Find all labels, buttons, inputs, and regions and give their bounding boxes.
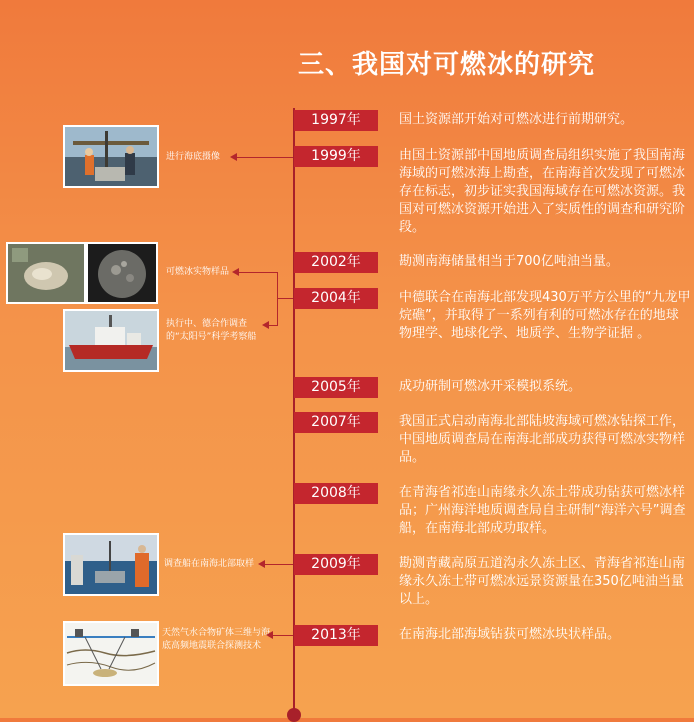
event-text-1999: 由国土资源部中国地质调查局组织实施了我国南海海域的可燃冰海上勘查，在南海首次发现了可燃冰存在标志，初步证实我国海域存在可燃冰资源。我国对可燃冰资源开始进入了实质性的调查和研究阶段。: [399, 148, 686, 235]
event-text-2009: 勘测青藏高原五道沟永久冻土区、青海省祁连山南缘永久冻土带可燃冰远景资源量在350亿吨油当量以上。: [399, 556, 686, 607]
year-badge-2013: 2013年: [294, 625, 378, 646]
caption-seabed-camera: 进行海底摄像: [166, 152, 221, 162]
event-text-2004: 中德联合在南海北部发现430万平方公里的“九龙甲烷礁”，并取得了一系列有利的可燃冰存在的地球物理学、地球化学、地质学、生物学证据 。: [399, 290, 691, 341]
sample-photo-1: [6, 242, 86, 304]
year-badge-2005: 2005年: [294, 377, 378, 398]
caption-sampling: 调查船在南海北部取样: [164, 559, 255, 569]
timeline-end-dot: [287, 708, 301, 722]
connector-bracket-2004: [277, 272, 278, 326]
caption-samples: 可燃冰实物样品: [166, 267, 230, 277]
caption-seismic: 天然气水合物矿体三维与海底高频地震联合探测技术: [162, 628, 271, 651]
event-text-1997: 国土资源部开始对可燃冰进行前期研究。: [399, 112, 634, 127]
year-badge-2004: 2004年: [294, 288, 378, 309]
connector-arrow-2013: [272, 635, 293, 636]
connector-arrow-2004-ship: [268, 325, 277, 326]
connector-arrow-2004-samples: [238, 272, 277, 273]
event-text-2002: 勘测南海储量相当于700亿吨油当量。: [399, 254, 619, 269]
year-badge-2002: 2002年: [294, 252, 378, 273]
event-text-2007: 我国正式启动南海北部陆坡海域可燃冰钻探工作，中国地质调查局在南海北部成功获得可燃冰实物样品。: [399, 414, 686, 465]
connector-arrow-2009: [264, 564, 293, 565]
event-text-2013: 在南海北部海域钻获可燃冰块状样品。: [399, 627, 621, 642]
year-badge-1997: 1997年: [294, 110, 378, 131]
year-badge-2007: 2007年: [294, 412, 378, 433]
sample-photo-2: [86, 242, 158, 304]
year-badge-2009: 2009年: [294, 554, 378, 575]
page-title: 三、我国对可燃冰的研究: [298, 50, 596, 80]
seabed-camera-photo: [63, 125, 159, 188]
seismic-diagram: [63, 621, 159, 686]
event-text-2005: 成功研制可燃冰开采模拟系统。: [399, 379, 582, 394]
event-text-2008: 在青海省祁连山南缘永久冻土带成功钻获可燃冰样品；广州海洋地质调查局自主研制“海洋六号”调查船，在南海北部成功取样。: [399, 485, 686, 536]
ship-photo: [63, 309, 159, 372]
year-badge-1999: 1999年: [294, 146, 378, 167]
caption-ship: 执行中、德合作调查的“太阳号”科学考察船: [166, 319, 257, 342]
year-badge-2008: 2008年: [294, 483, 378, 504]
sampling-photo: [63, 533, 159, 596]
timeline-line: [293, 108, 295, 712]
connector-link-2004: [277, 298, 293, 299]
connector-arrow-1999: [236, 157, 293, 158]
